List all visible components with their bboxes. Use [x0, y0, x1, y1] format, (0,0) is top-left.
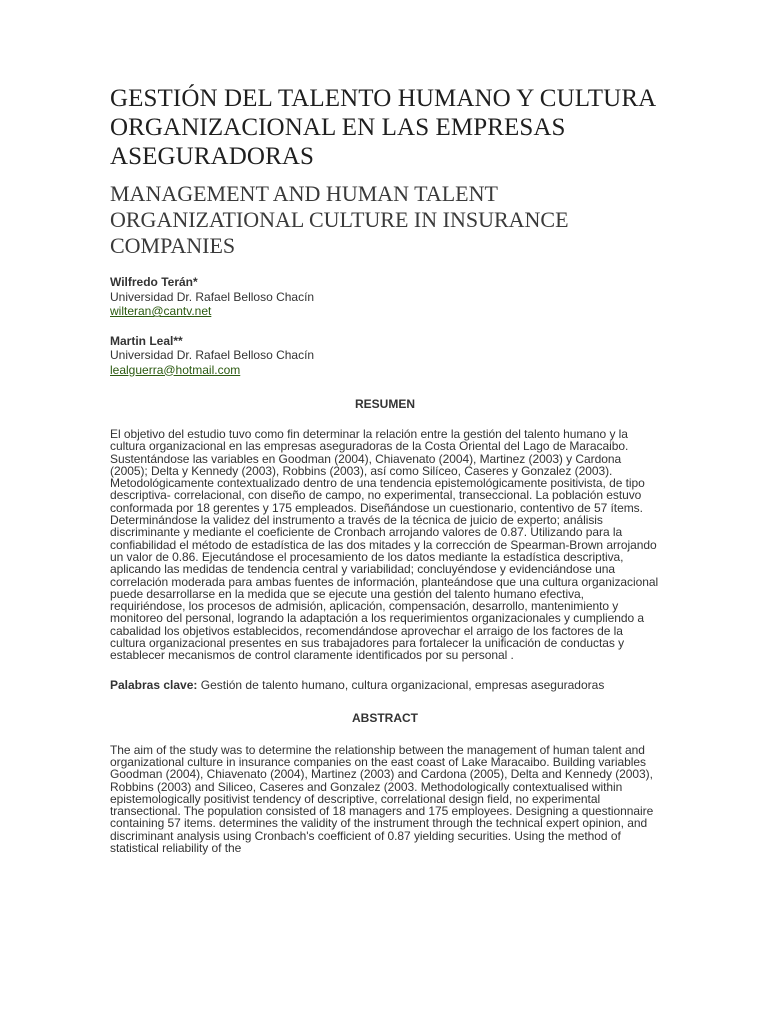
author-email-link[interactable]: wilteran@cantv.net	[110, 304, 212, 318]
abstract-heading: ABSTRACT	[352, 710, 418, 725]
resumen-heading: RESUMEN	[354, 397, 415, 411]
resumen-paragraph: El objetivo del estudio tuvo como fin determinar la relación entre la gestión del talento humano y la cultura organizacional en las empresas aseguradoras de la Costa Oriental del Lago de Maracaibo. Sustentándose las variables en Goodman (2004), Chiavenato (2004), Martinez (2003) y Cardona (2005); Delta y Kennedy (2003), Robbins (2003), así como Silíceo, Caseres y Gonzalez (2003). Metodológicamente contextualizado dentro de una tendencia epistemológicamente positivista, de tipo descriptiva- correlacional, con diseño de campo, no experimental, transeccional. La población estuvo conformada por 18 gerentes y 175 empleados. Diseñándose un cuestionario, contentivo de 57 ítems. Determinándose la validez del instrumento a través de la técnica de juicio de experto; análisis discriminante y mediante el coeficiente de Cronbach arrojando valores de 0.87. Utilizando para la confiabilidad el método de estadística de las dos mitades y la corrección de Spearman-Brown arrojando un valor de 0.86. Ejecutándose el procesamiento de los datos mediante la estadística descriptiva, aplicando las medidas de tendencia central y variabilidad; concluyéndose y evidenciándose una correlación moderada para ambas fuentes de información, planteándose que una cultura organizacional puede desarrollarse en la medida que se ejecute una gestión del talento humano efectiva, requiriéndose, los procesos de admisión, aplicación, compensación, desarrollo, mantenimiento y monitoreo del personal, logrando la adaptación a los requerimientos organizacionales y cumpliendo a cabalidad los objetivos establecidos, recomendándose aprovechar el arraigo de los factores de la cultura organizacional presentes en sus trabajadores para fortalecer la unificación de conductas y establecer mecanismos de control claramente identificados por su personal .	[110, 427, 659, 663]
author-name: Wilfredo Terán*	[110, 275, 198, 289]
abstract-paragraph: The aim of the study was to determine the relationship between the management of human talent and organizational culture in insurance companies on the east coast of Lake Maracaibo. Building variables Goodman (2004), Chiavenato (2004), Martinez (2003) and Cardona (2005), Delta and Kennedy (2003), Robbins (2003) and Siliceo, Caseres and Gonzalez (2003. Methodologically contextualised within epistemologically positivist tendency of descriptive, correlational design field, no experimental transectional. The population consisted of 18 managers and 175 employees. Designing a questionnaire containing 57 items. determines the validity of the instrument through the technical expert opinion, and discriminant analysis using Cronbach's coefficient of 0.87 yielding securities. Using the method of statistical reliability of the	[110, 742, 654, 856]
author-block	[110, 334, 660, 378]
author-email-link[interactable]: lealguerra@hotmail.com	[110, 362, 241, 377]
article-page	[110, 84, 660, 854]
author-affiliation: Universidad Dr. Rafael Belloso Chacín	[110, 348, 315, 362]
author-name: Martin Leal**	[110, 333, 183, 348]
keywords-label: Palabras clave:	[110, 677, 198, 692]
article-subtitle-english: MANAGEMENT AND HUMAN TALENT ORGANIZATIONAL CULTURE IN INSURANCE COMPANIES	[110, 181, 569, 258]
keywords-line	[110, 678, 660, 692]
keywords-text: Gestión de talento humano, cultura organizacional, empresas aseguradoras	[197, 677, 605, 692]
author-block	[110, 275, 660, 319]
author-affiliation: Universidad Dr. Rafael Belloso Chacín	[110, 289, 315, 304]
article-title: GESTIÓN DEL TALENTO HUMANO Y CULTURA ORGANIZACIONAL EN LAS EMPRESAS ASEGURADORAS	[110, 85, 655, 170]
